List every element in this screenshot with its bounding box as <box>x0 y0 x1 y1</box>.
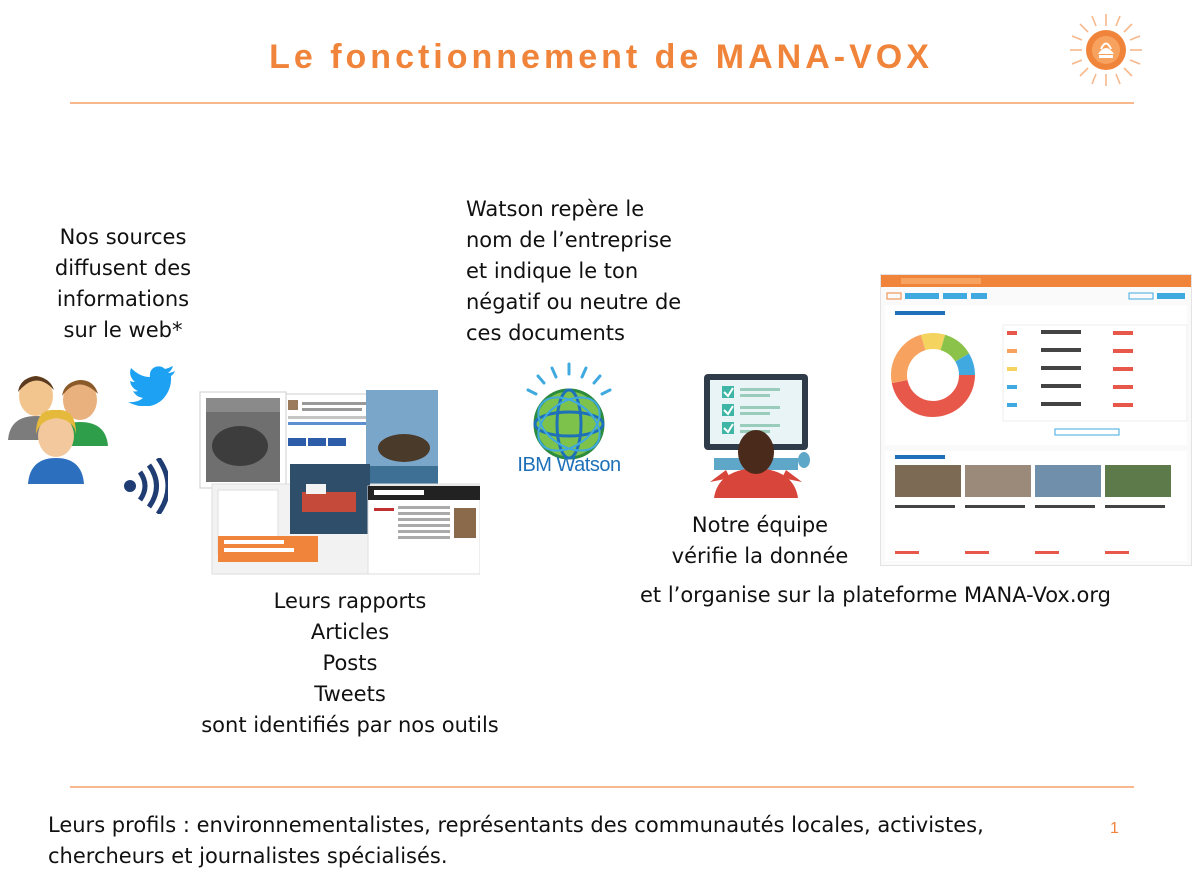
page-number: 1 <box>1110 820 1119 837</box>
broadcast-icon <box>120 458 168 514</box>
ibm-watson-label: IBM Watson <box>517 454 621 476</box>
reports-line: Articles <box>310 620 390 644</box>
reports-text <box>170 586 530 741</box>
bottom-divider <box>70 786 1134 788</box>
worker-checklist-icon <box>700 374 812 498</box>
team-line: vérifie la donnée <box>671 544 849 568</box>
sources-line: Nos sources <box>59 225 187 249</box>
watson-line: nom de l’entreprise <box>466 228 672 252</box>
reports-collage-image <box>198 388 480 576</box>
reports-line: Tweets <box>314 682 386 706</box>
footer-line: Leurs profils : environnementalistes, représentants des communautés locales, activistes, <box>48 813 984 837</box>
sources-line: informations <box>56 287 190 311</box>
team-text <box>650 510 870 572</box>
top-divider <box>70 102 1134 104</box>
watson-line: ces documents <box>466 321 625 345</box>
mana-vox-logo-icon <box>1068 12 1144 88</box>
platform-text: et l’organise sur la plateforme MANA-Vox.org <box>640 583 1111 607</box>
slide-title: Le fonctionnement de MANA-VOX <box>269 38 933 76</box>
footer-profiles-text <box>48 810 1098 872</box>
sources-line: diffusent des <box>54 256 192 280</box>
watson-line: et indique le ton <box>466 259 639 283</box>
mana-vox-platform-screenshot <box>880 274 1192 566</box>
sources-line: sur le web* <box>63 318 183 342</box>
watson-line: négatif ou neutre de <box>466 290 682 314</box>
watson-text <box>466 194 706 349</box>
people-icon <box>6 368 110 484</box>
reports-line: sont identifiés par nos outils <box>201 713 499 737</box>
sources-text <box>30 222 216 346</box>
team-line: Notre équipe <box>691 513 829 537</box>
reports-line: Posts <box>322 651 378 675</box>
watson-line: Watson repère le <box>466 197 645 221</box>
footer-line: chercheurs et journalistes spécialisés. <box>48 844 448 868</box>
reports-line: Leurs rapports <box>273 589 427 613</box>
twitter-icon <box>128 366 176 406</box>
